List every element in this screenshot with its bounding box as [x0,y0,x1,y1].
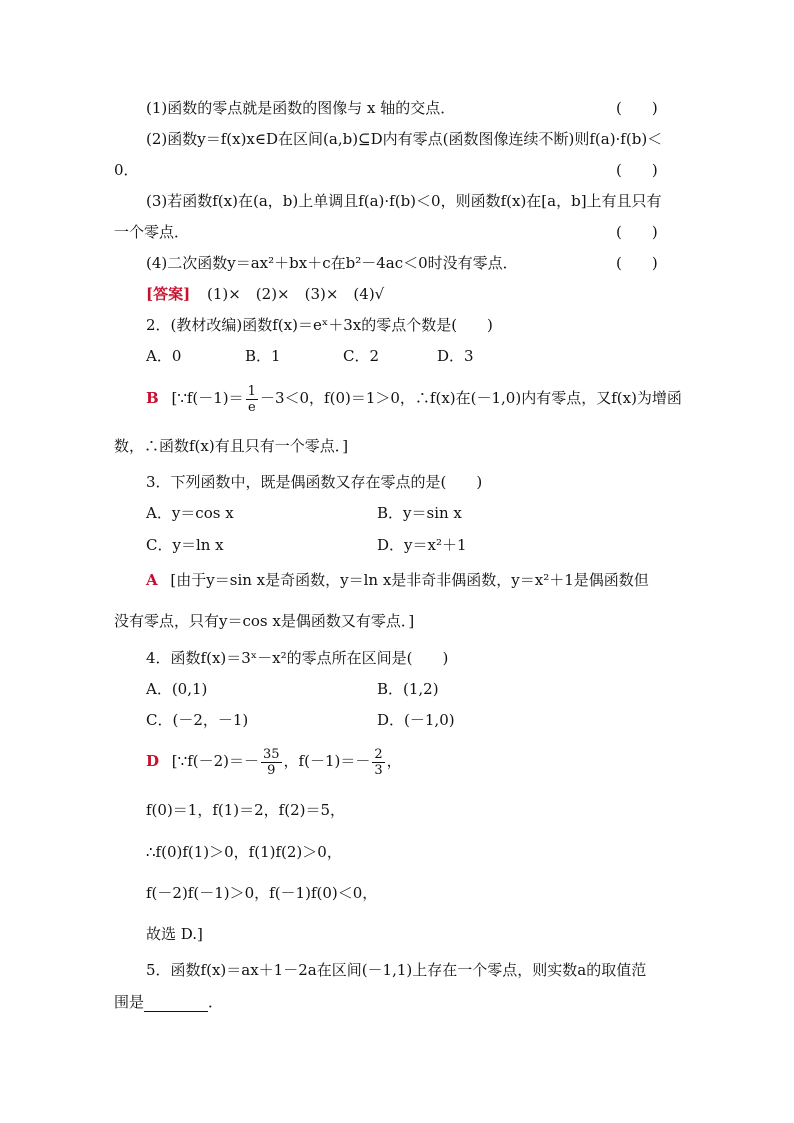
q1-paren-2: ( ) [616,161,658,179]
q1-statement-1: (1)函数的零点就是函数的图像与 x 轴的交点． [146,99,456,117]
q5-stem-line-1: 5．函数f(x)＝ax＋1－2a在区间(－1,1)上存在一个零点，则实数a的取值范 [146,961,647,979]
q5-stem-part-b: ． [208,993,224,1011]
q2-sol-part-a: [∵f(－1)＝ [171,389,244,407]
q5-stem-line-2 [114,992,223,1012]
fraction-35-over-9 [261,747,282,778]
q2-option-c: C．2 [343,347,380,365]
q4-option-b: B．(1,2) [377,680,439,698]
answer-blank[interactable] [144,997,208,1012]
q4-option-d: D．(－1,0) [377,711,455,729]
q4-solution-line-5: 故选 D.] [146,925,203,943]
q2-answer-letter: B [146,389,159,407]
q4-option-a: A．(0,1) [146,680,208,698]
q1-paren-4: ( ) [616,254,658,272]
fraction-denominator: 9 [267,762,276,778]
q5-stem-part-a: 围是 [114,993,145,1011]
q2-sol-part-b: －3＜0，f(0)＝1＞0，∴f(x)在(－1,0)内有零点，又f(x)为增函 [259,389,682,407]
q2-option-a: A．0 [146,347,182,365]
q1-paren-3: ( ) [616,223,658,241]
q3-stem: 3．下列函数中，既是偶函数又存在零点的是( ) [146,473,483,491]
q3-answer-letter: A [146,571,158,589]
q2-option-d: D．3 [437,347,474,365]
q3-option-d: D．y＝x²＋1 [377,536,467,554]
q1-statement-2a: (2)函数y＝f(x)x∈D在区间(a,b)⊆D内有零点(函数图像连续不断)则f(a)·f(b)＜ [146,130,663,148]
fraction-1-over-e [246,384,258,415]
fraction-numerator: 35 [263,746,280,762]
q1-statement-4: (4)二次函数y＝ax²＋bx＋c在b²－4ac＜0时没有零点． [146,254,518,272]
q1-statement-2b: 0． [114,161,139,179]
fraction-denominator: 3 [374,762,383,778]
q3-option-a: A．y＝cos x [146,504,234,522]
fraction-numerator: 1 [247,383,256,399]
q4-sol-part-a: [∵f(－2)＝－ [171,752,259,770]
q3-solution-line-2: 没有零点，只有y＝cos x是偶函数又有零点．] [114,612,415,630]
q2-solution-line-1 [146,383,682,415]
q4-answer-letter: D [146,752,160,770]
fraction-denominator: e [247,399,256,415]
q1-statement-3a: (3)若函数f(x)在(a，b)上单调且f(a)·f(b)＜0，则函数f(x)在[a，b]上有且只有 [146,192,662,210]
answer-text: (1)× (2)× (3)× (4)√ [206,285,385,303]
q1-statement-3b: 一个零点． [114,223,190,241]
fraction-2-over-3 [372,747,384,778]
fraction-numerator: 2 [374,746,383,762]
q2-option-b: B．1 [245,347,281,365]
q4-sol-part-c: ， [386,752,402,770]
q4-stem: 4．函数f(x)＝3ˣ－x²的零点所在区间是( ) [146,649,449,667]
q4-option-c: C．(－2，－1) [146,711,249,729]
q4-solution-line-3: ∴f(0)f(1)＞0，f(1)f(2)＞0， [146,843,342,861]
q4-solution-line-4: f(－2)f(－1)＞0，f(－1)f(0)＜0， [146,884,378,902]
q4-solution-line-1 [146,746,402,778]
answer-tag: [答案] [146,285,191,303]
q3-solution-line-1 [146,570,649,590]
q3-option-b: B．y＝sin x [377,504,462,522]
q1-paren-1: ( ) [616,99,658,117]
q3-option-c: C．y＝ln x [146,536,224,554]
q2-stem: 2．(教材改编)函数f(x)＝eˣ＋3x的零点个数是( ) [146,316,493,334]
q4-sol-part-b: ，f(－1)＝－ [283,752,371,770]
q2-solution-line-2: 数，∴函数f(x)有且只有一个零点．] [114,437,349,455]
q1-answer-line [146,284,384,304]
q4-solution-line-2: f(0)＝1，f(1)＝2，f(2)＝5， [146,801,346,819]
q3-sol-part: [由于y＝sin x是奇函数，y＝ln x是非奇非偶函数，y＝x²＋1是偶函数但 [170,571,649,589]
